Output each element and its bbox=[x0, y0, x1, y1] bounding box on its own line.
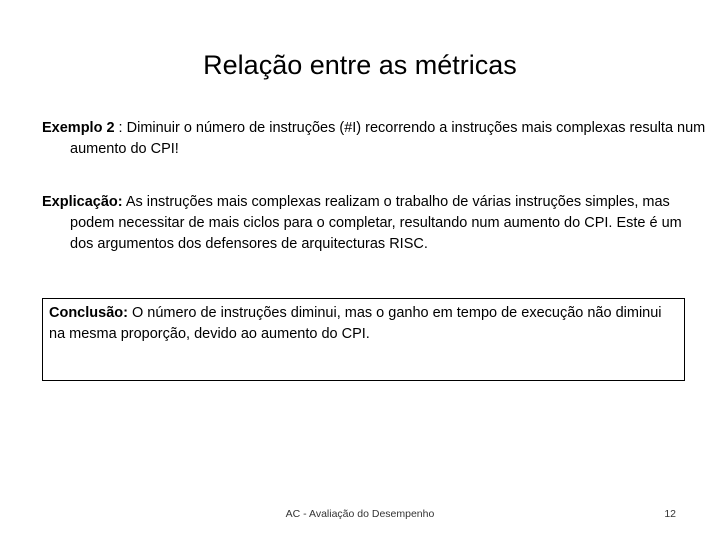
example-separator: : bbox=[114, 120, 127, 136]
footer-text: AC - Avaliação do Desempenho bbox=[285, 508, 435, 520]
conclusion-box bbox=[42, 298, 685, 381]
example-text: Diminuir o número de instruções (#I) recorrendo a instruções mais complexas resulta num aumento do CPI! bbox=[70, 120, 706, 157]
conclusion-text: O número de instruções diminui, mas o ganho em tempo de execução não diminui na mesma proporção, devido ao aumento do CPI. bbox=[49, 305, 662, 342]
conclusion-label: Conclusão: bbox=[49, 305, 128, 321]
explanation-paragraph bbox=[42, 192, 707, 255]
page-number: 12 bbox=[664, 508, 676, 520]
explanation-text: As instruções mais complexas realizam o trabalho de várias instruções simples, mas podem necessitar de mais ciclos para o completar, resultando num aumento do CPI. Este é um dos argumentos dos defensores de arquitecturas RISC. bbox=[70, 194, 682, 252]
example-label: Exemplo 2 bbox=[42, 120, 115, 136]
example-paragraph bbox=[42, 118, 707, 160]
explanation-label: Explicação: bbox=[42, 194, 123, 210]
slide-title: Relação entre as métricas bbox=[203, 50, 517, 80]
